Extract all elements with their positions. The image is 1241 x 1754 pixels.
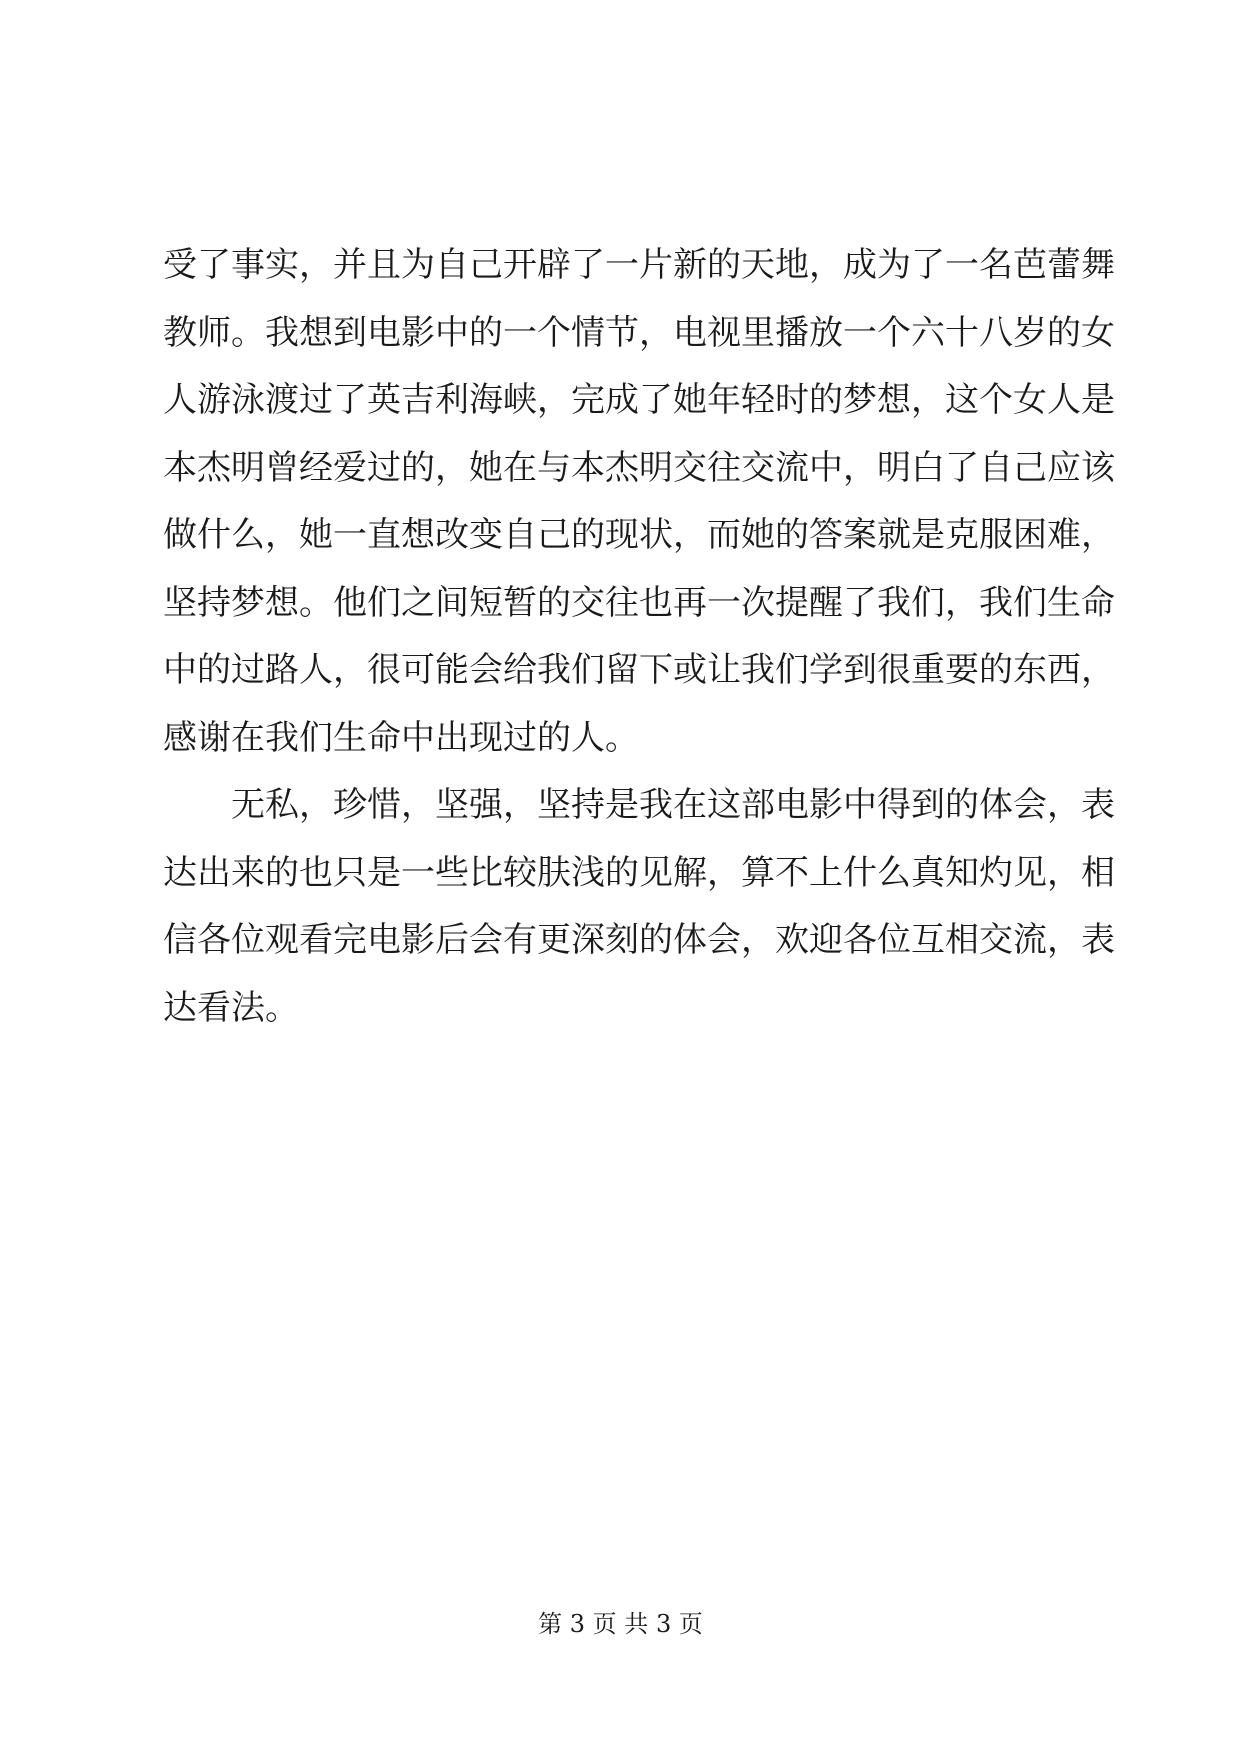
text-line: 教师。我想到电影中的一个情节，电视里播放一个六十八岁的女 bbox=[163, 312, 1115, 353]
text-line: 做什么，她一直想改变自己的现状，而她的答案就是克服困难， bbox=[163, 515, 1115, 555]
text-line: 无私，珍惜，坚强，坚持是我在这部电影中得到的体会，表 bbox=[231, 785, 1115, 825]
page-number-footer: 第 3 页 共 3 页 bbox=[538, 1610, 703, 1638]
text-line: 坚持梦想。他们之间短暂的交往也再一次提醒了我们，我们生命 bbox=[163, 582, 1115, 623]
text-line: 本杰明曾经爱过的，她在与本杰明交往交流中，明白了自己应该 bbox=[163, 447, 1115, 488]
text-line: 达出来的也只是一些比较肤浅的见解，算不上什么真知灼见，相 bbox=[163, 852, 1115, 893]
document-body bbox=[163, 232, 1115, 1042]
text-line: 达看法。 bbox=[163, 987, 299, 1028]
text-line: 受了事实，并且为自己开辟了一片新的天地，成为了一名芭蕾舞 bbox=[163, 245, 1115, 285]
text-line: 信各位观看完电影后会有更深刻的体会，欢迎各位互相交流，表 bbox=[163, 920, 1115, 960]
paragraph-1 bbox=[163, 232, 1115, 772]
text-line: 人游泳渡过了英吉利海峡，完成了她年轻时的梦想，这个女人是 bbox=[163, 380, 1115, 420]
paragraph-2 bbox=[163, 772, 1115, 1042]
text-line: 感谢在我们生命中出现过的人。 bbox=[163, 717, 639, 758]
text-line: 中的过路人，很可能会给我们留下或让我们学到很重要的东西， bbox=[163, 650, 1115, 690]
